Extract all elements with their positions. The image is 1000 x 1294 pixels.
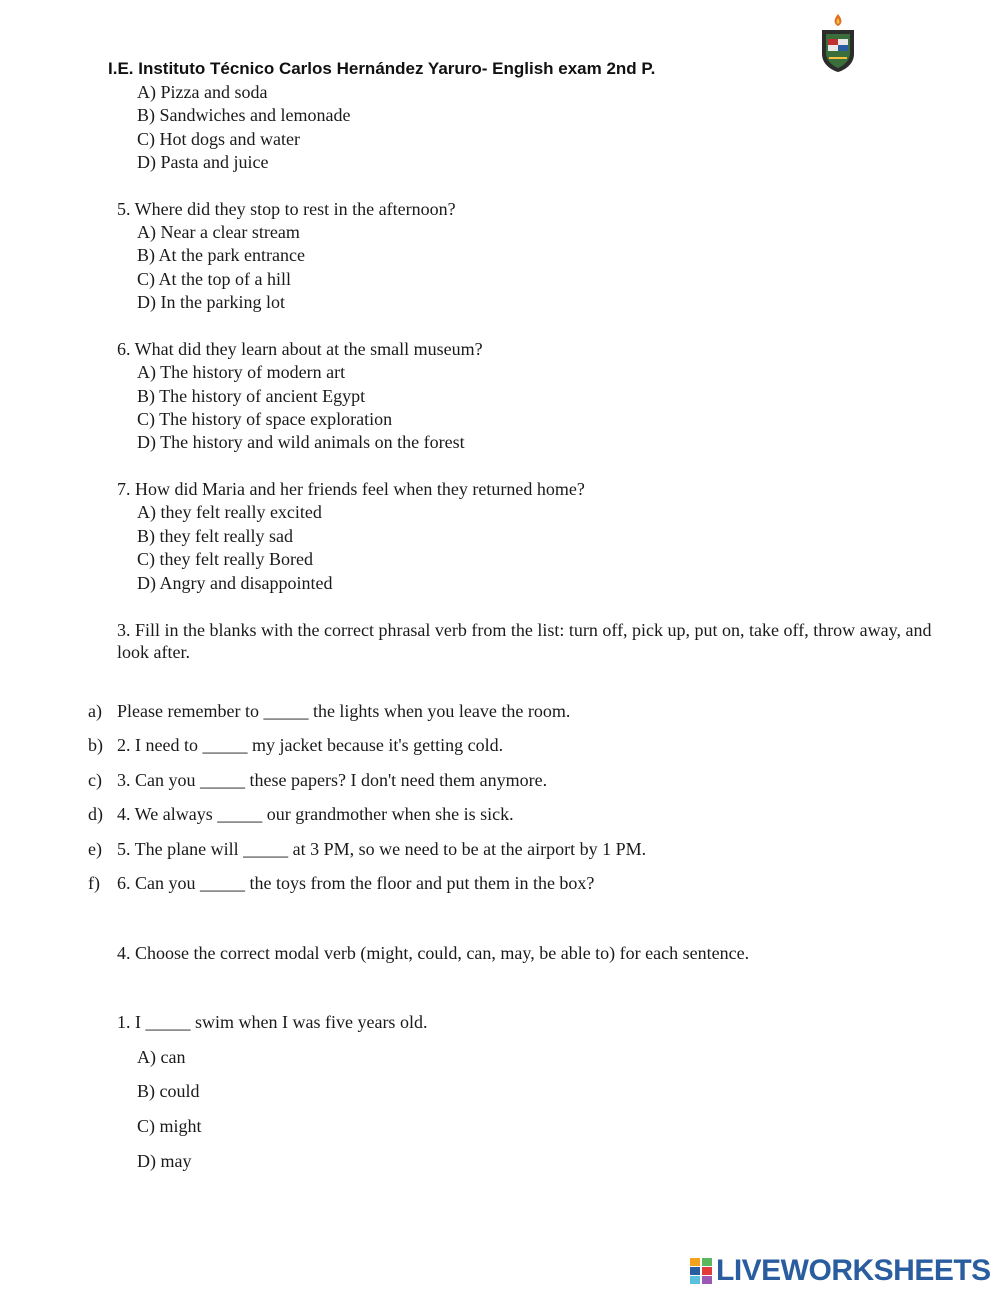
logo-text: LIVEWORKSHEETS <box>716 1254 991 1287</box>
q7-option-a: A) they felt really excited <box>137 502 322 522</box>
liveworksheets-logo-icon <box>690 1258 712 1284</box>
s4-q1-option-c: C) might <box>137 1116 202 1136</box>
page-title: I.E. Instituto Técnico Carlos Hernández Yaruro- English exam 2nd P. <box>108 59 656 78</box>
s4-q1-option-d: D) may <box>137 1151 192 1171</box>
q5-option-a: A) Near a clear stream <box>137 222 300 242</box>
s4-q1-option-b: B) could <box>137 1081 200 1101</box>
section4-instruction: 4. Choose the correct modal verb (might, could, can, may, be able to) for each sentence. <box>117 943 750 963</box>
q5-question: 5. Where did they stop to rest in the afternoon? <box>117 199 456 219</box>
q6-option-a: A) The history of modern art <box>137 362 346 382</box>
fill-blank-sentence: 5. The plane will _____ at 3 PM, so we need to be at the airport by 1 PM. <box>117 839 647 859</box>
q4-option-c: C) Hot dogs and water <box>137 129 300 149</box>
list-marker: d) <box>88 804 103 824</box>
school-crest-icon <box>817 12 859 74</box>
q7-option-d: D) Angry and disappointed <box>137 573 333 593</box>
fill-blank-sentence: 6. Can you _____ the toys from the floor and put them in the box? <box>117 873 595 893</box>
list-marker: e) <box>88 839 102 859</box>
s4-q1-question: 1. I _____ swim when I was five years old. <box>117 1012 428 1032</box>
q5-option-c: C) At the top of a hill <box>137 269 291 289</box>
list-marker: c) <box>88 770 102 790</box>
list-marker: b) <box>88 735 103 755</box>
q5-option-b: B) At the park entrance <box>137 245 305 265</box>
fill-blank-sentence: Please remember to _____ the lights when you leave the room. <box>117 701 571 721</box>
q5-option-d: D) In the parking lot <box>137 292 285 312</box>
q6-option-b: B) The history of ancient Egypt <box>137 386 366 406</box>
s4-q1-option-a: A) can <box>137 1047 186 1067</box>
q4-option-d: D) Pasta and juice <box>137 152 269 172</box>
q4-option-b: B) Sandwiches and lemonade <box>137 105 351 125</box>
list-marker: a) <box>88 701 102 721</box>
liveworksheets-logo <box>690 1254 991 1288</box>
q7-option-c: C) they felt really Bored <box>137 549 313 569</box>
section3-instruction: 3. Fill in the blanks with the correct phrasal verb from the list: turn off, pick up, put on, take off, throw away, and look after. <box>117 620 932 662</box>
q4-option-a: A) Pizza and soda <box>137 82 268 102</box>
fill-blank-sentence: 3. Can you _____ these papers? I don't need them anymore. <box>117 770 548 790</box>
q6-option-d: D) The history and wild animals on the forest <box>137 432 465 452</box>
list-marker: f) <box>88 873 100 893</box>
q7-option-b: B) they felt really sad <box>137 526 293 546</box>
fill-blank-sentence: 2. I need to _____ my jacket because it's getting cold. <box>117 735 504 755</box>
fill-blank-sentence: 4. We always _____ our grandmother when she is sick. <box>117 804 514 824</box>
q6-question: 6. What did they learn about at the small museum? <box>117 339 483 359</box>
q7-question: 7. How did Maria and her friends feel when they returned home? <box>117 479 585 499</box>
q6-option-c: C) The history of space exploration <box>137 409 393 429</box>
